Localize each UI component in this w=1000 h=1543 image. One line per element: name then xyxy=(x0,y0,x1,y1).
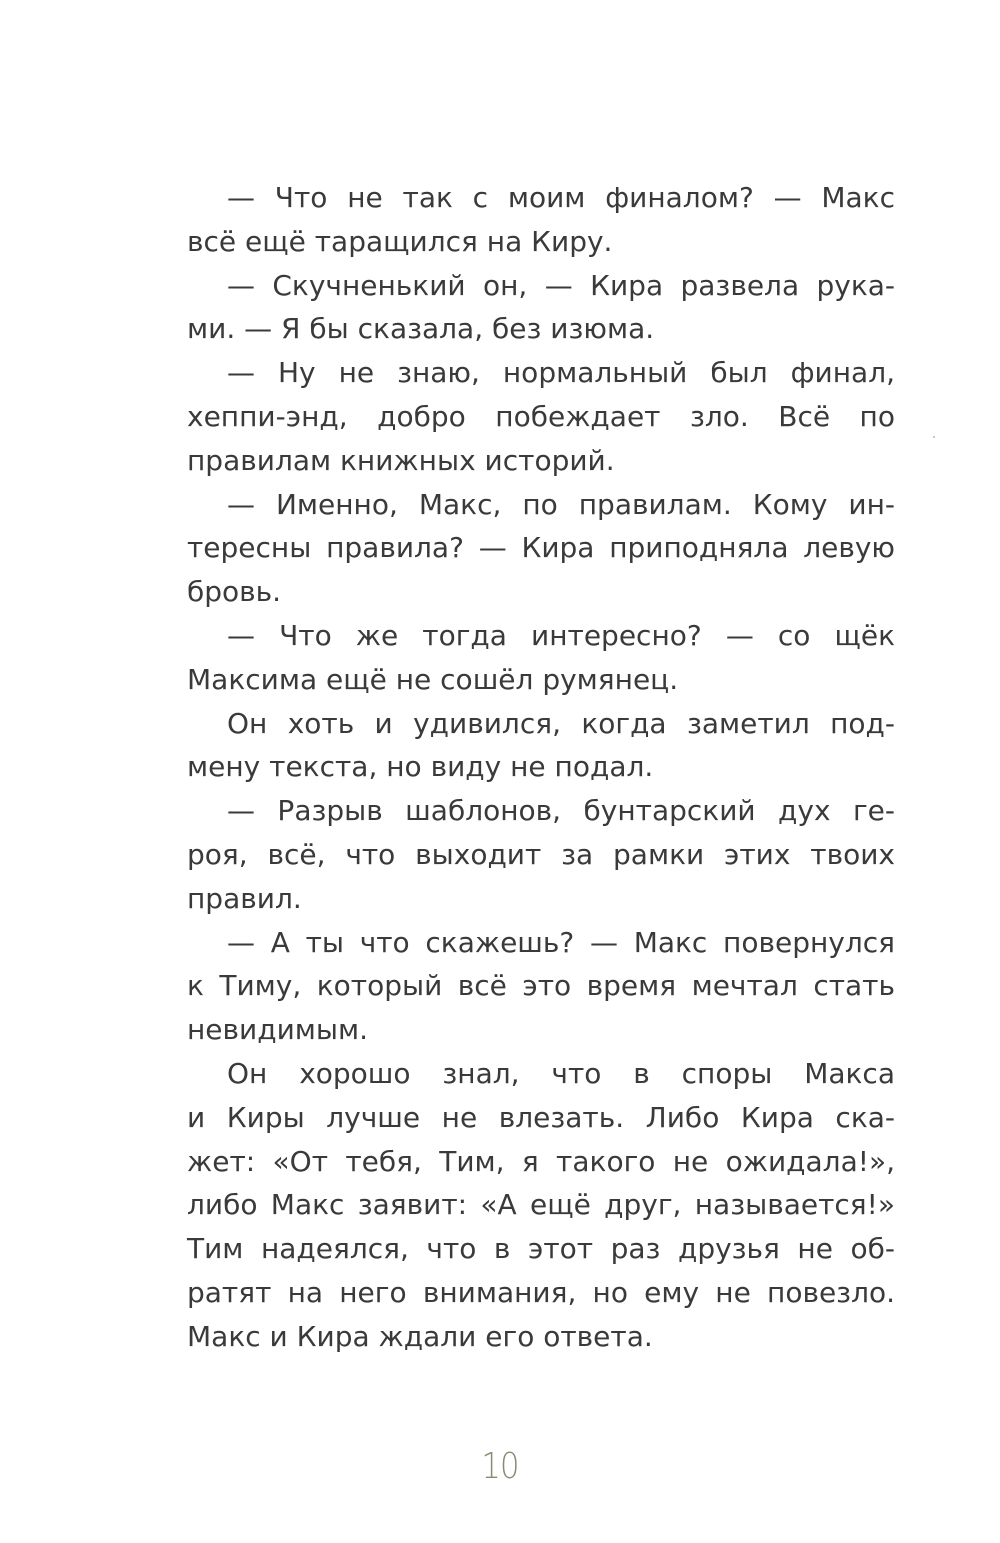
text-line: — А ты что скажешь? — Макс повернулся xyxy=(227,925,895,959)
text-line: невидимым. xyxy=(187,1013,369,1047)
page-number: 10 xyxy=(481,1446,519,1487)
body-text xyxy=(187,176,895,1359)
text-line: Он хоть и удивился, когда заметил под- xyxy=(227,706,895,740)
text-line: и Киры лучше не влезать. Либо Кира ска- xyxy=(187,1100,895,1134)
text-line: к Тиму, который всё это время мечтал стать xyxy=(187,969,895,1003)
text-line: жет: «От тебя, Тим, я такого не ожидала!», xyxy=(187,1144,895,1178)
text-line: Он хорошо знал, что в споры Макса xyxy=(227,1056,895,1090)
text-line: хеппи-энд, добро побеждает зло. Всё по xyxy=(187,399,895,433)
text-line: всё ещё таращился на Киру. xyxy=(187,224,613,258)
text-line: либо Макс заявит: «А ещё друг, называется!» xyxy=(187,1188,895,1222)
text-line: правил. xyxy=(187,881,302,915)
paragraph-3 xyxy=(187,351,895,482)
paragraph-7 xyxy=(187,789,895,920)
text-line: роя, всё, что выходит за рамки этих твоих xyxy=(187,837,895,871)
paragraph-8 xyxy=(187,921,895,1052)
text-line: — Что не так с моим финалом? — Макс xyxy=(227,181,895,214)
text-line: Тим надеялся, что в этот раз друзья не об- xyxy=(187,1232,895,1266)
text-line: правилам книжных историй. xyxy=(187,443,615,477)
text-line: Макс и Кира ждали его ответа. xyxy=(187,1319,653,1353)
paragraph-5 xyxy=(187,614,895,702)
paragraph-1 xyxy=(187,176,895,264)
text-line: Максима ещё не сошёл румянец. xyxy=(187,662,679,696)
paragraph-2 xyxy=(187,264,895,352)
text-line: — Что же тогда интересно? — со щёк xyxy=(227,618,895,652)
text-line: — Именно, Макс, по правилам. Кому ин- xyxy=(227,487,895,521)
text-line: бровь. xyxy=(187,575,282,609)
text-line: — Ну не знаю, нормальный был финал, xyxy=(227,356,895,390)
paragraph-9 xyxy=(187,1052,895,1359)
text-line: ми. — Я бы сказала, без изюма. xyxy=(187,312,655,346)
paragraph-6 xyxy=(187,702,895,790)
text-line: тересны правила? — Кира приподняла левую xyxy=(187,531,895,565)
paper-speck xyxy=(933,436,935,438)
text-line: — Скучненький он, — Кира развела рука- xyxy=(227,268,895,302)
text-line: мену текста, но виду не подал. xyxy=(187,750,654,784)
text-line: — Разрыв шаблонов, бунтарский дух ге- xyxy=(227,794,895,828)
paragraph-4 xyxy=(187,483,895,614)
text-line: ратят на него внимания, но ему не повезло. xyxy=(187,1275,895,1309)
